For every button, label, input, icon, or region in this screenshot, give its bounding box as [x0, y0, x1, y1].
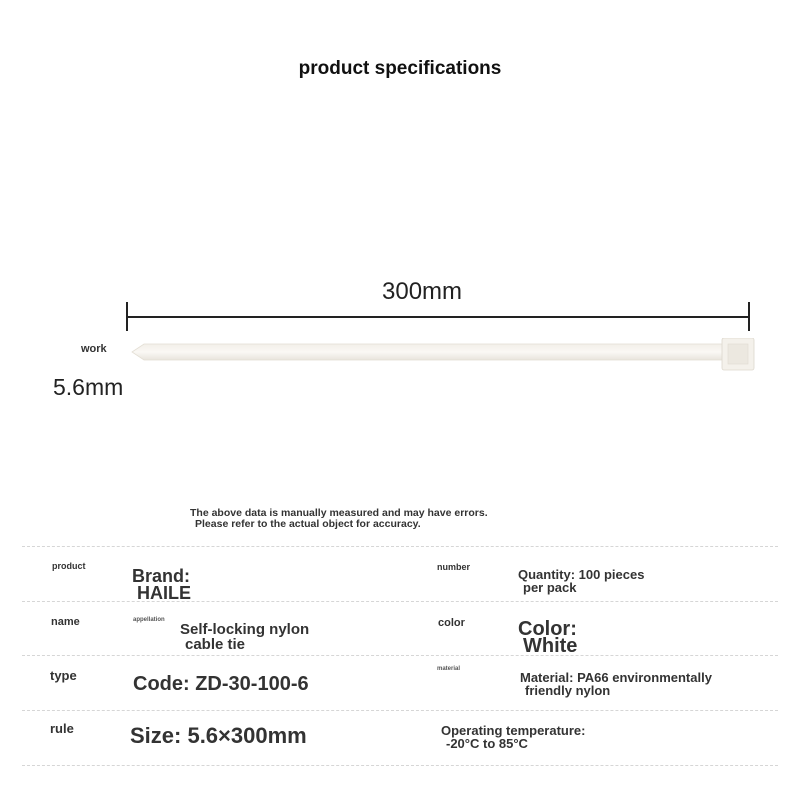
- divider: [22, 710, 778, 711]
- spec-label-color: color: [438, 617, 465, 629]
- spec-value-size: Size: 5.6×300mm: [130, 723, 307, 748]
- spec-value-temperature: [441, 724, 585, 750]
- name-line-2: cable tie: [185, 636, 246, 653]
- measurement-disclaimer: [190, 508, 570, 530]
- material-line-2: friendly nylon: [525, 683, 611, 698]
- brand-line-2: HAILE: [137, 583, 191, 603]
- spec-value-code: Code: ZD-30-100-6: [133, 673, 309, 695]
- brand-line-1: Brand:: [132, 566, 190, 586]
- color-line-1: Color:: [518, 618, 577, 640]
- name-line-1: Self-locking nylon: [180, 621, 310, 638]
- temperature-line-2: -20°C to 85°C: [446, 736, 528, 751]
- cable-tie-image: [130, 338, 756, 372]
- dimension-tick-right: [748, 302, 750, 331]
- length-dimension-label: 300mm: [382, 278, 463, 305]
- quantity-line-2: per pack: [523, 580, 577, 595]
- spec-value-quantity: [518, 568, 644, 594]
- quantity-line-1: Quantity: 100 pieces: [518, 567, 645, 582]
- spec-value-color: [518, 618, 578, 657]
- dimension-line: [127, 316, 750, 318]
- spec-label-product: product: [52, 561, 86, 571]
- divider: [22, 655, 778, 656]
- spec-label-type: type: [50, 668, 77, 683]
- spec-label-rule: rule: [50, 721, 74, 736]
- disclaimer-line-1: The above data is manually measured and may have errors.: [190, 507, 488, 519]
- work-label: work: [81, 343, 107, 355]
- spec-label-number: number: [437, 562, 471, 572]
- color-line-2: White: [523, 635, 578, 657]
- spec-value-material: [520, 671, 712, 697]
- divider: [22, 765, 778, 766]
- divider: [22, 546, 778, 547]
- disclaimer-line-2: Please refer to the actual object for accuracy.: [195, 518, 421, 530]
- spec-sublabel-appellation: appellation: [133, 617, 165, 623]
- spec-value-name: [180, 622, 309, 652]
- temperature-line-1: Operating temperature:: [441, 723, 586, 738]
- material-line-1: Material: PA66 environmentally: [520, 670, 712, 685]
- width-dimension-label: 5.6mm: [53, 374, 124, 400]
- spec-label-material: material: [437, 666, 461, 672]
- page-title: product specifications: [298, 58, 502, 79]
- spec-value-brand: [132, 568, 191, 602]
- spec-label-name: name: [51, 616, 80, 628]
